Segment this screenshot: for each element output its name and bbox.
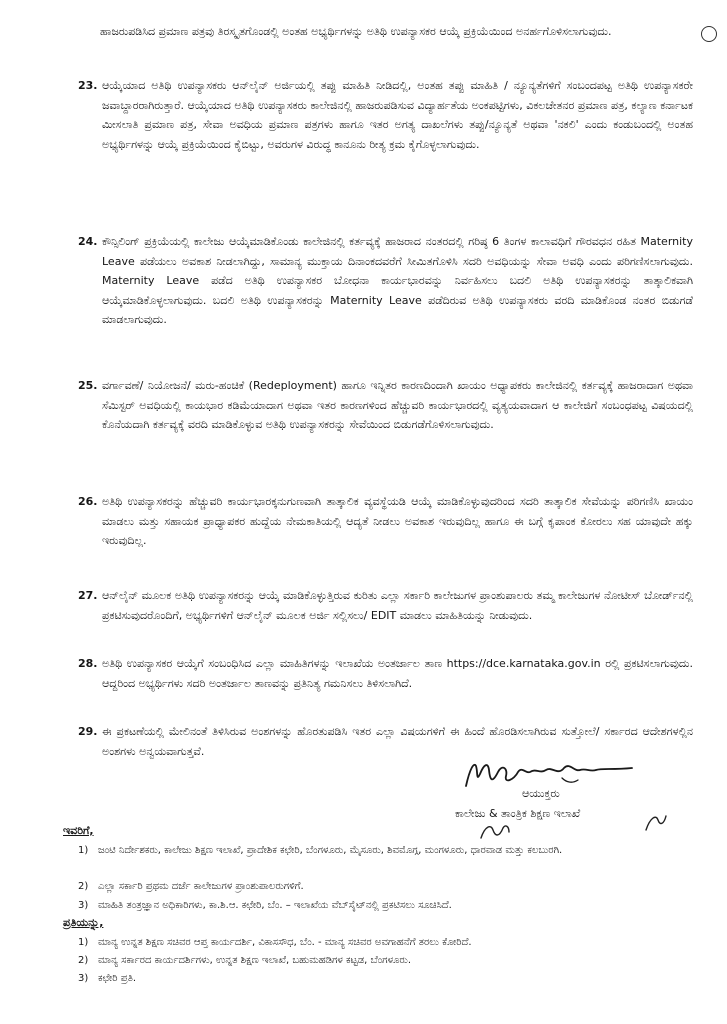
- clause-25: [78, 376, 693, 435]
- continued-paragraph: ಹಾಜರುಪಡಿಸಿದ ಪ್ರಮಾಣ ಪತ್ರವು ತಿರಸ್ಕೃತಗೊಂಡಲ್ಲಿ ಅಂತಹ ಅಭ್ಯರ್ಥಿಗಳನ್ನು ಅತಿಥಿ ಉಪನ್ಯಾಸಕರ ಆಯ್ಕೆ ಪ್ರಕ್ರಿಯೆಯಿಂದ ಅನರ್ಹಗೊಳಿಸಲಾಗುವುದು.: [100, 25, 612, 38]
- clause-26: [78, 492, 693, 551]
- clause-text: ವರ್ಗಾವಣೆ/ ನಿಯೋಜನೆ/ ಮರು-ಹಂಚಿಕೆ (Redeployment) ಹಾಗೂ ಇನ್ನಿತರ ಕಾರಣದಿಂದಾಗಿ ಖಾಯಂ ಅಧ್ಯಾಪಕರು ಕಾಲೇಜಿನಲ್ಲಿ ಕರ್ತವ್ಯಕ್ಕೆ ಹಾಜರಾದಾಗ ಅಥವಾ ಸೆಮಿಸ್ಟರ್ ಅವಧಿಯಲ್ಲಿ ಕಾಯಭಾರ ಕಡಿಮೆಯಾದಾಗ ಅಥವಾ ಇತರ ಕಾರಣಗಳಿಂದ ಹೆಚ್ಚುವರಿ ಕಾರ್ಯಭಾರದಲ್ಲಿ ವ್ಯತ್ಯಯವಾದಾಗ ಆ ಕಾಲೇಜಿಗೆ ಸಂಬಂಧಪಟ್ಟ ವಿಷಯದಲ್ಲಿ ಕೊನೆಯದಾಗಿ ಕರ್ತವ್ಯಕ್ಕೆ ವರದಿ ಮಾಡಿಕೊಳ್ಳುವ ಅತಿಥಿ ಉಪನ್ಯಾಸಕರನ್ನು ಸೇವೆಯಿಂದ ಬಿಡುಗಡೆಗೊಳಿಸಲಾಗುವುದು.: [102, 379, 693, 431]
- clause-number: 27.: [78, 589, 98, 602]
- clause-number: 23.: [78, 79, 98, 92]
- to-item-1: [62, 842, 702, 859]
- clause-number: 25.: [78, 379, 98, 392]
- copy-item-text: ಮಾನ್ಯ ಉನ್ನತ ಶಿಕ್ಷಣ ಸಚಿವರ ಆಪ್ತ ಕಾರ್ಯದರ್ಶಿ, ವಿಕಾಸಸೌಧ, ಬೆಂ. - ಮಾನ್ಯ ಸಚಿವರ ಅವಗಾಹನೆಗೆ ತರಲು ಕೋರಿದೆ.: [98, 937, 472, 948]
- clause-28: [78, 654, 693, 693]
- clause-number: 26.: [78, 495, 98, 508]
- clause-text: ಆನ್‌ಲೈನ್ ಮೂಲಕ ಅತಿಥಿ ಉಪನ್ಯಾಸಕರನ್ನು ಆಯ್ಕೆ ಮಾಡಿಕೊಳ್ಳುತ್ತಿರುವ ಕುರಿತು ಎಲ್ಲಾ ಸರ್ಕಾರಿ ಕಾಲೇಜುಗಳ ಪ್ರಾಂಶುಪಾಲರು ತಮ್ಮ ಕಾಲೇಜುಗಳ ನೋಟೀಸ್ ಬೋರ್ಡ್‌ನಲ್ಲಿ ಪ್ರಕಟಿಸುವುದರೊಂದಿಗೆ, ಅಭ್ಯರ್ಥಿಗಳಿಗೆ ಆನ್‌ಲೈನ್ ಮೂಲಕ ಅರ್ಜಿ ಸಲ್ಲಿಸಲು/ EDIT ಮಾಡಲು ಮಾಹಿತಿಯನ್ನು ನೀಡುವುದು.: [102, 589, 693, 622]
- copy-item-text: ಕಛೇರಿ ಪ್ರತಿ.: [98, 973, 137, 984]
- initial-mark-right: [642, 810, 670, 836]
- clause-29: [78, 722, 693, 761]
- copy-heading: ಪ್ರತಿಯನ್ನು,: [63, 916, 104, 929]
- clause-27: [78, 586, 693, 625]
- to-item-number: 3): [78, 900, 89, 911]
- clause-number: 28.: [78, 657, 98, 670]
- clause-23: [78, 76, 693, 154]
- to-item-text: ಮಾಹಿತಿ ತಂತ್ರಜ್ಞಾನ ಅಧಿಕಾರಿಗಳು, ಕಾ.ಶಿ.ಆ. ಕಛೇರಿ, ಬೆಂ. – ಇಲಾಖೆಯ ವೆಬ್‌ಸೈಟ್‌ನಲ್ಲಿ ಪ್ರಕಟಿಸಲು ಸೂಚಿಸಿದೆ.: [98, 900, 452, 911]
- copy-item-3: [62, 970, 702, 987]
- to-item-2: [62, 878, 702, 895]
- copy-item-number: 2): [78, 955, 89, 966]
- clause-24: [78, 232, 693, 330]
- to-item-number: 2): [78, 881, 89, 892]
- copy-item-number: 3): [78, 973, 89, 984]
- signatory-department: ಕಾಲೇಜು & ತಾಂತ್ರಿಕ ಶಿಕ್ಷಣ ಇಲಾಖೆ: [455, 807, 581, 820]
- to-item-number: 1): [78, 845, 89, 856]
- clause-text: ಆಯ್ಕೆಯಾದ ಅತಿಥಿ ಉಪನ್ಯಾಸಕರು ಆನ್‌ಲೈನ್ ಅರ್ಜಿಯಲ್ಲಿ ತಪ್ಪು ಮಾಹಿತಿ ನೀಡಿದಲ್ಲಿ, ಅಂತಹ ತಪ್ಪು ಮಾಹಿತಿ / ನ್ಯೂನ್ಯತೆಗಳಿಗೆ ಸಂಬಂದಪಟ್ಟ ಅತಿಥಿ ಉಪನ್ಯಾಸಕರೇ ಜವಾಬ್ದಾರರಾಗಿರುತ್ತಾರೆ. ಆಯ್ಕೆಯಾದ ಅತಿಥಿ ಉಪನ್ಯಾಸಕರು ಕಾಲೇಜಿನಲ್ಲಿ ಹಾಜರುಪಡಿಸುವ ವಿದ್ಯಾರ್ಹತೆಯ ಅಂಕಪಟ್ಟಿಗಳು, ವಿಕಲಚೇತನರ ಪ್ರಮಾಣ ಪತ್ರ, ಕಲ್ಯಾಣ ಕರ್ನಾಟಕ ಮೀಸಲಾತಿ ಪ್ರಮಾಣ ಪತ್ರ, ಸೇವಾ ಅವಧಿಯ ಪ್ರಮಾಣ ಪತ್ರಗಳು ಹಾಗೂ ಇತರ ಅಗತ್ಯ ದಾಖಲೆಗಳು ತಪ್ಪು/ನ್ಯೂನ್ಯತೆ ಅಥವಾ 'ನಕಲಿ' ಎಂದು ಕಂಡುಬಂದಲ್ಲಿ ಅಂತಹ ಅಭ್ಯರ್ಥಿಗಳನ್ನು ಆಯ್ಕೆ ಪ್ರಕ್ರಿಯೆಯಿಂದ ಕೈಬಿಟ್ಟು, ಅವರುಗಳ ವಿರುದ್ಧ ಕಾನೂನು ರೀತ್ಯ ಕ್ರಮ ಕೈಗೊಳ್ಳಲಾಗುವುದು.: [102, 79, 693, 151]
- clause-text: ಅತಿಥಿ ಉಪನ್ಯಾಸಕರ ಆಯ್ಕೆಗೆ ಸಂಬಂಧಿಸಿದ ಎಲ್ಲಾ ಮಾಹಿತಿಗಳನ್ನು ಇಲಾಖೆಯ ಅಂತರ್ಜಾಲ ತಾಣ https://dce.karnataka.gov.in ರಲ್ಲಿ ಪ್ರಕಟಿಸಲಾಗುವುದು. ಆದ್ದರಿಂದ ಅಭ್ಯರ್ಥಿಗಳು ಸದರಿ ಅಂತರ್ಜಾಲ ತಾಣವನ್ನು ಪ್ರತಿನಿತ್ಯ ಗಮನಿಸಲು ತಿಳಿಸಲಾಗಿದೆ.: [102, 657, 693, 690]
- copy-item-2: [62, 952, 702, 969]
- punch-hole-mark: [701, 26, 717, 42]
- clause-number: 29.: [78, 725, 98, 738]
- initial-mark: [475, 820, 515, 844]
- to-item-text: ಎಲ್ಲಾ ಸರ್ಕಾರಿ ಪ್ರಥಮ ದರ್ಜೆ ಕಾಲೇಜುಗಳ ಪ್ರಾಂಶುಪಾಲರುಗಳಿಗೆ.: [98, 881, 304, 892]
- signatory-designation: ಆಯುಕ್ತರು: [522, 787, 560, 800]
- to-item-text: ಜಂಟಿ ನಿರ್ದೇಶಕರು, ಕಾಲೇಜು ಶಿಕ್ಷಣ ಇಲಾಖೆ, ಪ್ರಾದೇಶಿಕ ಕಛೇರಿ, ಬೆಂಗಳೂರು, ಮೈಸೂರು, ಶಿವಮೊಗ್ಗ, ಮಂಗಳೂರು, ಧಾರವಾಡ ಮತ್ತು ಕಲಬುರಗಿ.: [98, 845, 563, 856]
- clause-text: ಅತಿಥಿ ಉಪನ್ಯಾಸಕರನ್ನು ಹೆಚ್ಚುವರಿ ಕಾರ್ಯಭಾರಕ್ಕನುಗುಣವಾಗಿ ತಾತ್ಕಾಲಿಕ ವ್ಯವಸ್ಥೆಯಡಿ ಆಯ್ಕೆ ಮಾಡಿಕೊಳ್ಳುವುದರಿಂದ ಸದರಿ ತಾತ್ಕಾಲಿಕ ಸೇವೆಯನ್ನು ಪರಿಗಣಿಸಿ ಖಾಯಂ ಮಾಡಲು ಮತ್ತು ಸಹಾಯಕ ಪ್ರಾಧ್ಯಾಪಕರ ಹುದ್ದೆಯ ನೇಮಕಾತಿಯಲ್ಲಿ ಆದ್ಯತೆ ನೀಡಲು ಅವಕಾಶ ಇರುವುದಿಲ್ಲ ಹಾಗೂ ಈ ಬಗ್ಗೆ ಕೃಪಾಂಕ ಕೋರಲು ಸಹ ಯಾವುದೇ ಹಕ್ಕು ಇರುವುದಿಲ್ಲ.: [102, 495, 693, 547]
- copy-item-number: 1): [78, 937, 89, 948]
- to-item-3: [62, 897, 702, 914]
- clause-number: 24.: [78, 235, 98, 248]
- clause-text: ಈ ಪ್ರಕಟಣೆಯಲ್ಲಿ ಮೇಲಿನಂತೆ ತಿಳಿಸಿರುವ ಅಂಶಗಳನ್ನು ಹೊರತುಪಡಿಸಿ ಇತರ ಎಲ್ಲಾ ವಿಷಯಗಳಿಗೆ ಈ ಹಿಂದೆ ಹೊರಡಿಸಲಾಗಿರುವ ಸುತ್ತೋಲೆ/ ಸರ್ಕಾರದ ಆದೇಶಗಳಲ್ಲಿನ ಅಂಶಗಳು ಅನ್ವಯವಾಗುತ್ತವೆ.: [102, 725, 693, 758]
- to-heading: ಇವರಿಗೆ,: [63, 824, 94, 837]
- clause-text: ಕೌನ್ಸಿಲಿಂಗ್ ಪ್ರಕ್ರಿಯೆಯಲ್ಲಿ ಕಾಲೇಜು ಆಯ್ಕೆಮಾಡಿಕೊಂಡು ಕಾಲೇಜಿನಲ್ಲಿ ಕರ್ತವ್ಯಕ್ಕೆ ಹಾಜರಾದ ನಂತರದಲ್ಲಿ ಗರಿಷ್ಠ 6 ತಿಂಗಳ ಕಾಲಾವಧಿಗೆ ಗೌರವಧನ ರಹಿತ Maternity Leave ಪಡೆಯಲು ಅವಕಾಶ ನೀಡಲಾಗಿದ್ದು, ಸಾಮಾನ್ಯ ಮುಕ್ತಾಯ ದಿನಾಂಕದವರೆಗೆ ಸೀಮಿತಗೊಳಿಸಿ ಸದರಿ ಅವಧಿಯನ್ನು ಸೇವಾ ಅವಧಿ ಎಂದು ಪರಿಗಣಿಸಲಾಗುವುದು. Maternity Leave ಪಡೆದ ಅತಿಥಿ ಉಪನ್ಯಾಸಕರ ಬೋಧನಾ ಕಾರ್ಯಭಾರವನ್ನು ನಿರ್ವಹಿಸಲು ಬದಲಿ ಅತಿಥಿ ಉಪನ್ಯಾಸಕರನ್ನು ತಾತ್ಕಾಲಿಕವಾಗಿ ಆಯ್ಕೆಮಾಡಿಕೊಳ್ಳಲಾಗುವುದು. ಬದಲಿ ಅತಿಥಿ ಉಪನ್ಯಾಸಕರನ್ನು Maternity Leave ಪಡೆದಿರುವ ಅತಿಥಿ ಉಪನ್ಯಾಸಕರು ವರದಿ ಮಾಡಿಕೊಂಡ ನಂತರ ಬಿಡುಗಡೆ ಮಾಡಲಾಗುವುದು.: [102, 235, 693, 326]
- copy-item-1: [62, 934, 702, 951]
- copy-item-text: ಮಾನ್ಯ ಸರ್ಕಾರದ ಕಾರ್ಯದರ್ಶಿಗಳು, ಉನ್ನತ ಶಿಕ್ಷಣ ಇಲಾಖೆ, ಬಹುಮಹಡಿಗಳ ಕಟ್ಟಡ, ಬೆಂಗಳೂರು.: [98, 955, 412, 966]
